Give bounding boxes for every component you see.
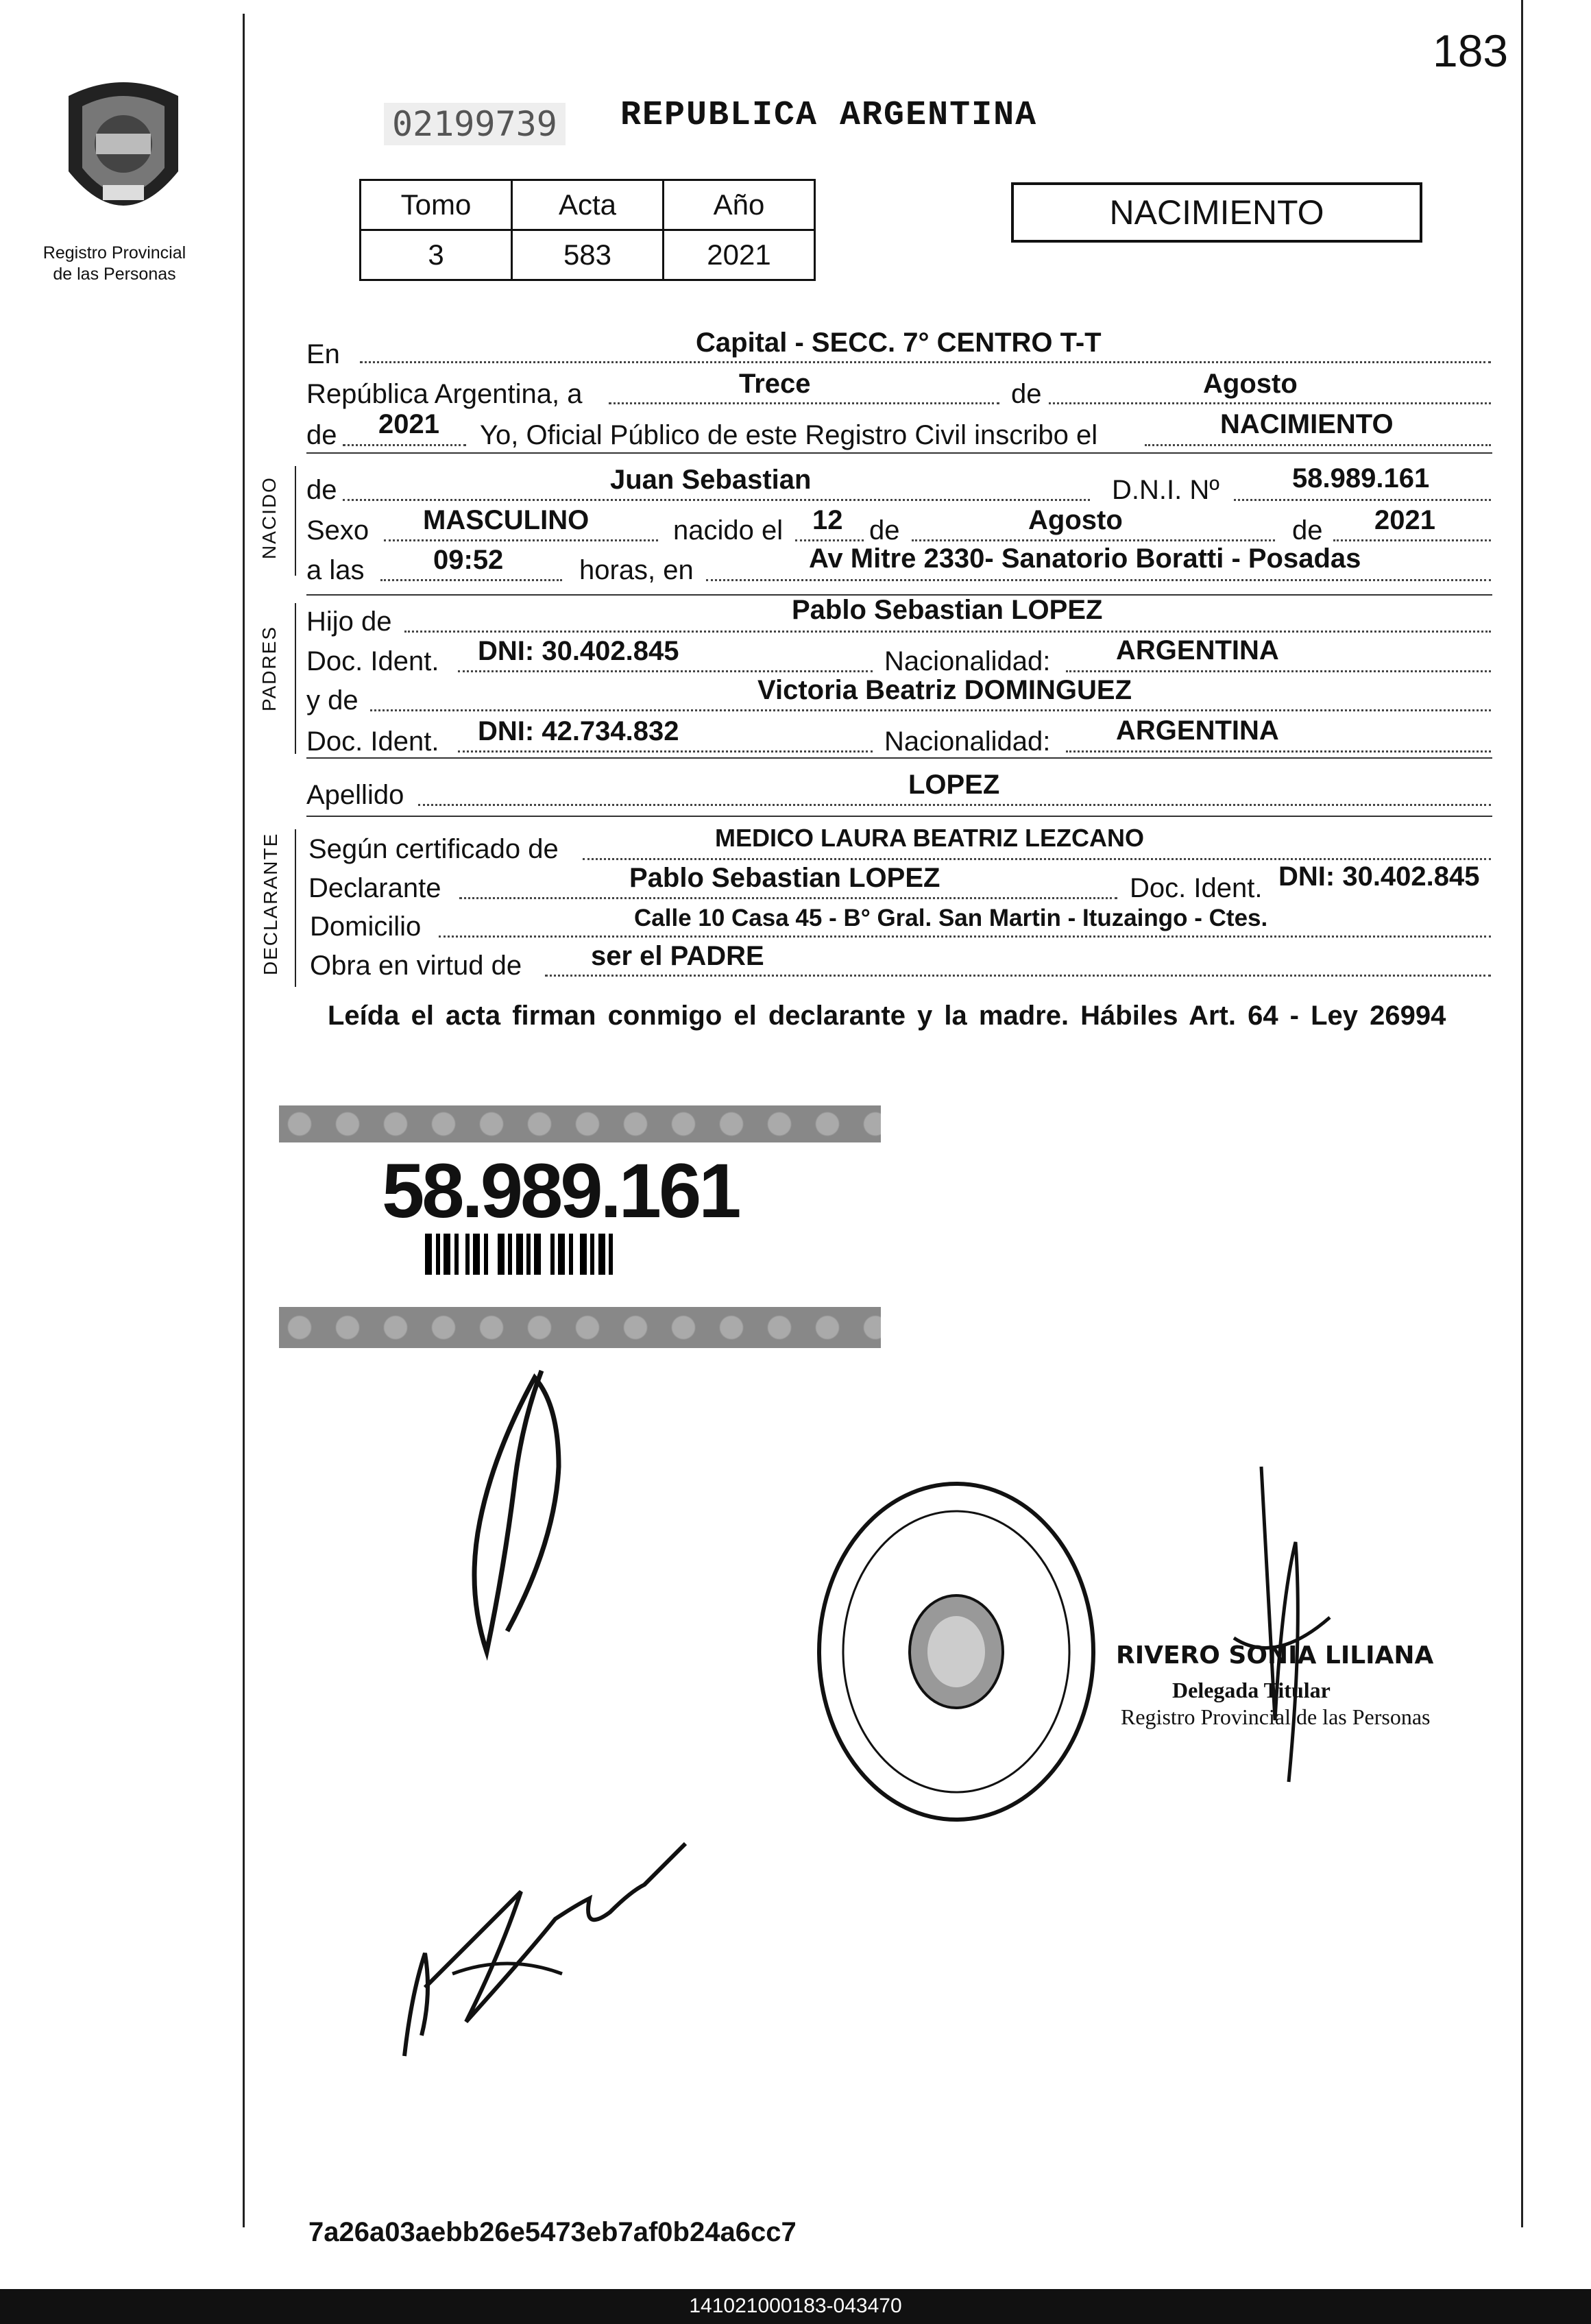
- dotted-line: [1333, 539, 1491, 541]
- registry-logo: [55, 69, 192, 233]
- dotted-line: [1066, 750, 1491, 753]
- barcode-band-bottom: [279, 1307, 881, 1348]
- section-bracket-declarante: [295, 829, 296, 987]
- dotted-line: [384, 539, 658, 541]
- table-cell: 2021: [664, 230, 815, 280]
- document-title: REPUBLICA ARGENTINA: [620, 96, 1038, 135]
- dotted-line: [418, 804, 1491, 806]
- closing-text: Leída el acta firman conmigo el declarante y la madre. Hábiles Art. 64 - Ley 26994: [328, 1001, 1446, 1031]
- label-nacionalidad: Nacionalidad:: [884, 646, 1051, 676]
- barcode-band-top: [279, 1105, 881, 1142]
- misiones-seal-icon: [55, 69, 192, 233]
- table-header: Año: [664, 180, 815, 230]
- dotted-line: [404, 631, 1491, 633]
- side-label-nacido: NACIDO: [258, 476, 280, 559]
- label-en: En: [306, 339, 340, 369]
- table-cell: 3: [361, 230, 512, 280]
- value-declarante-doc: DNI: 30.402.845: [1278, 861, 1480, 892]
- value-certificado: MEDICO LAURA BEATRIZ LEZCANO: [715, 824, 1144, 852]
- label-nac-de-2: de: [1292, 515, 1323, 546]
- value-nac-anio: 2021: [1374, 505, 1435, 535]
- label-y-de: y de: [306, 685, 359, 715]
- official-office: Registro Provincial de las Personas: [1121, 1704, 1431, 1729]
- logo-caption-1: Registro Provincial: [42, 243, 186, 262]
- section-bracket-nacido: [295, 466, 296, 576]
- label-doc-ident: Doc. Ident.: [306, 646, 439, 676]
- value-dni: 58.989.161: [1292, 463, 1430, 493]
- value-domicilio: Calle 10 Casa 45 - B° Gral. San Martin - Ituzaingo - Ctes.: [634, 905, 1268, 931]
- value-lugar-inscripcion: Capital - SECC. 7° CENTRO T-T: [696, 328, 1102, 358]
- value-nac-mes: Agosto: [1028, 505, 1123, 535]
- value-nac-dia: 12: [812, 505, 843, 535]
- official-name: RIVERO SONIA LILIANA: [1116, 1641, 1434, 1669]
- value-padre-doc: DNI: 30.402.845: [478, 636, 679, 666]
- serial-stamp: 02199739: [384, 103, 566, 145]
- value-madre-nacionalidad: ARGENTINA: [1116, 715, 1279, 746]
- label-dni: D.N.I. Nº: [1112, 475, 1219, 505]
- label-segun: Según certificado de: [308, 834, 559, 864]
- dotted-line: [343, 444, 466, 446]
- label-de-2: de: [306, 420, 337, 450]
- label-apellido: Apellido: [306, 780, 404, 810]
- logo-caption-2: de las Personas: [53, 265, 176, 284]
- value-hora: 09:52: [433, 545, 504, 575]
- dotted-line: [439, 935, 1491, 938]
- left-margin-rule: [243, 14, 245, 2227]
- value-inscribo: NACIMIENTO: [1220, 409, 1394, 439]
- label-nac-de: de: [869, 515, 900, 546]
- label-doc-ident: Doc. Ident.: [306, 726, 439, 757]
- dotted-line: [1145, 444, 1491, 446]
- section-bracket-padres: [295, 603, 296, 754]
- value-anio: 2021: [378, 409, 439, 439]
- dotted-line: [1234, 499, 1491, 501]
- dotted-line: [609, 402, 999, 404]
- label-horas-en: horas, en: [579, 555, 694, 585]
- table-cell: 583: [512, 230, 664, 280]
- dotted-line: [1066, 670, 1491, 672]
- signature-madre-icon: [384, 1816, 699, 2077]
- dotted-line: [343, 499, 1090, 501]
- dotted-line: [795, 539, 864, 541]
- value-dia: Trece: [739, 369, 811, 399]
- page-number: 183: [1433, 25, 1509, 76]
- value-mes: Agosto: [1203, 369, 1298, 399]
- official-role: Delegada Titular: [1172, 1678, 1331, 1702]
- value-lugar-nacimiento: Av Mitre 2330- Sanatorio Boratti - Posadas: [809, 543, 1361, 574]
- dotted-line: [545, 975, 1491, 977]
- dotted-line: [458, 750, 873, 753]
- label-a-las: a las: [306, 555, 365, 585]
- value-declarante: Pablo Sebastian LOPEZ: [629, 863, 940, 893]
- barcode-number: 58.989.161: [382, 1148, 739, 1234]
- value-padre: Pablo Sebastian LOPEZ: [792, 595, 1103, 625]
- dotted-line: [360, 361, 1491, 363]
- dotted-line: [1049, 402, 1491, 404]
- oficial-text: Yo, Oficial Público de este Registro Civil inscribo el: [480, 420, 1098, 450]
- label-de-3: de: [306, 475, 337, 505]
- barcode-label: [279, 1142, 881, 1307]
- record-type-box: NACIMIENTO: [1011, 182, 1422, 243]
- label-declarante: Declarante: [308, 873, 441, 903]
- label-domicilio: Domicilio: [310, 912, 422, 942]
- footer-bar: [0, 2289, 1591, 2324]
- official-seal-icon: [809, 1470, 1104, 1833]
- value-nombre: Juan Sebastian: [610, 465, 812, 495]
- table-header: Tomo: [361, 180, 512, 230]
- barcode-icon: [425, 1234, 613, 1275]
- side-label-padres: PADRES: [258, 625, 280, 711]
- dotted-line: [583, 858, 1491, 860]
- label-hijo-de: Hijo de: [306, 607, 392, 637]
- label-de: de: [1011, 379, 1042, 409]
- value-madre-doc: DNI: 42.734.832: [478, 716, 679, 746]
- dotted-line: [458, 670, 873, 672]
- value-apellido: LOPEZ: [908, 770, 1000, 800]
- dotted-line: [912, 539, 1275, 541]
- label-obra: Obra en virtud de: [310, 951, 522, 981]
- document-hash: 7a26a03aebb26e5473eb7af0b24a6cc7: [308, 2217, 797, 2247]
- label-decl-doc: Doc. Ident.: [1130, 873, 1263, 903]
- value-sexo: MASCULINO: [423, 505, 590, 535]
- label-nacido-el: nacido el: [673, 515, 784, 546]
- footer-code: 141021000183-043470: [689, 2295, 902, 2317]
- signature-declarante-icon: [439, 1364, 590, 1672]
- value-obra: ser el PADRE: [591, 941, 764, 971]
- section-divider: [306, 757, 1492, 759]
- dotted-line: [459, 897, 1117, 899]
- signature-delegada-icon: [1206, 1460, 1357, 1802]
- record-table: [359, 179, 816, 281]
- value-padre-nacionalidad: ARGENTINA: [1116, 635, 1279, 665]
- label-sexo: Sexo: [306, 515, 369, 546]
- dotted-line: [380, 579, 562, 581]
- side-label-declarante: DECLARANTE: [260, 832, 281, 975]
- value-madre: Victoria Beatriz DOMINGUEZ: [757, 675, 1132, 705]
- section-divider: [306, 452, 1492, 454]
- label-nacionalidad: Nacionalidad:: [884, 726, 1051, 757]
- label-republica: República Argentina, a: [306, 379, 583, 409]
- right-margin-rule: [1521, 0, 1523, 2227]
- dotted-line: [370, 709, 1491, 711]
- dotted-line: [706, 579, 1491, 581]
- section-divider: [306, 816, 1492, 817]
- table-header: Acta: [512, 180, 664, 230]
